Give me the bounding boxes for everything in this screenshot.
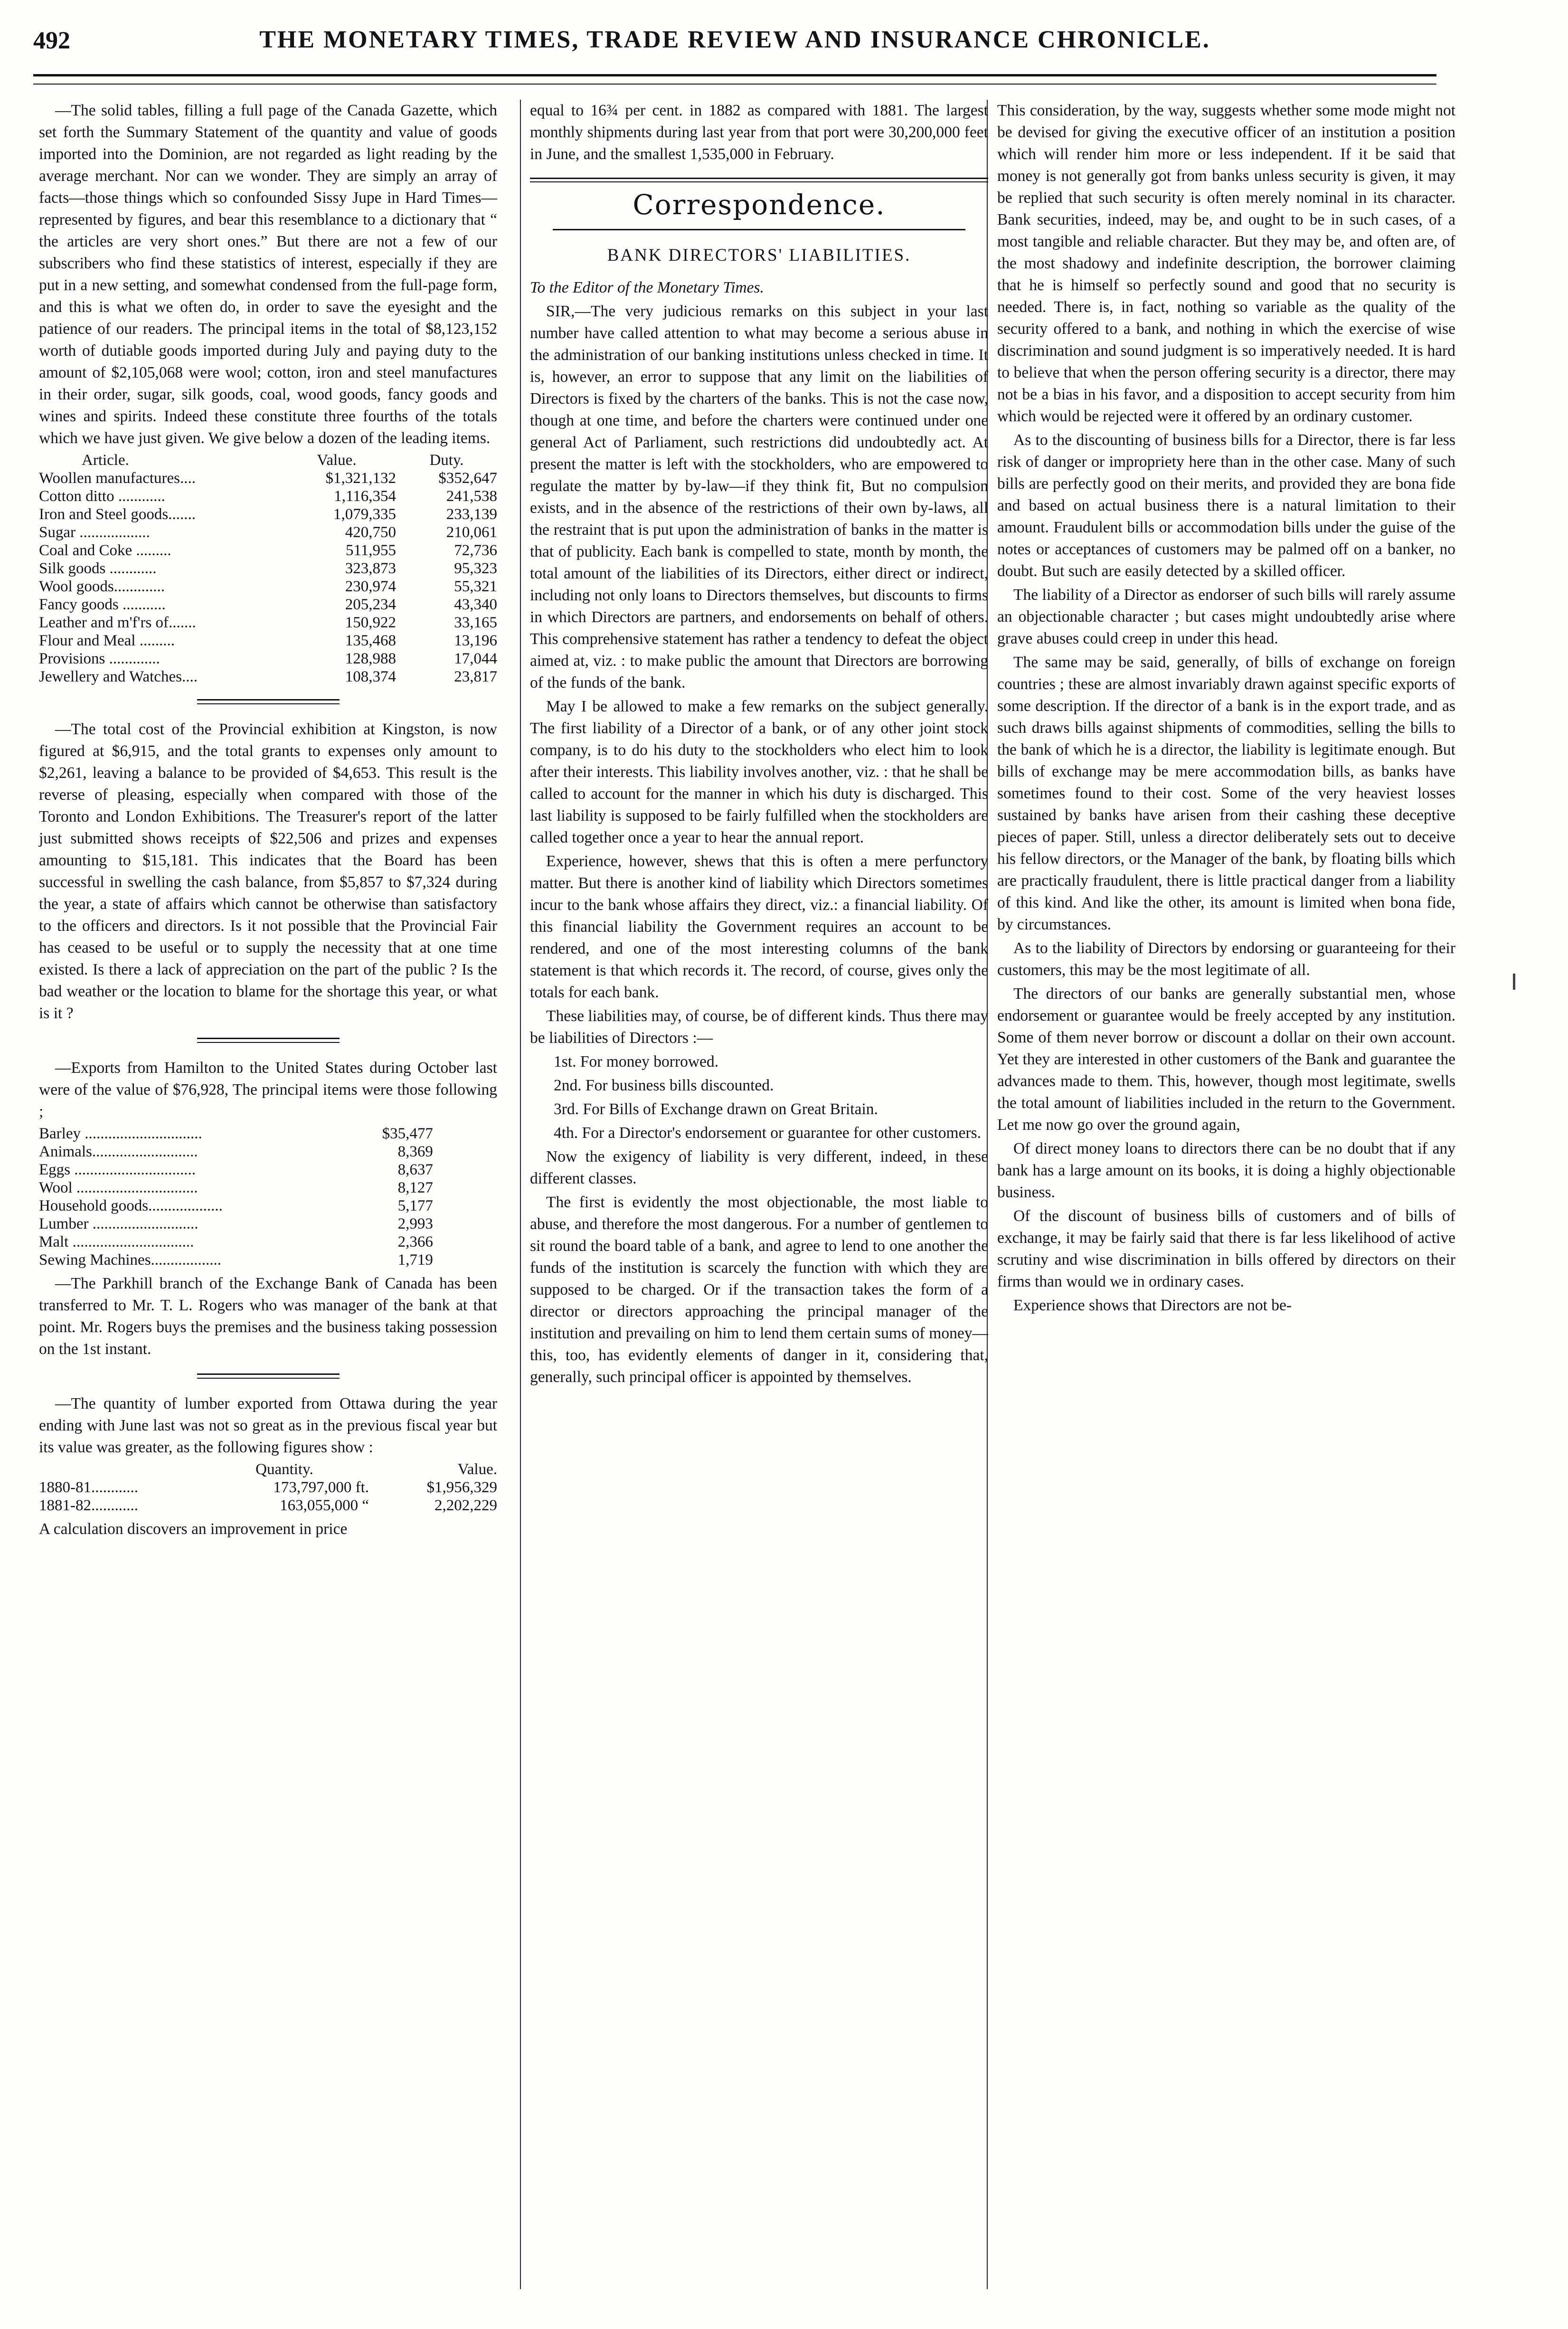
paragraph: —The solid tables, filling a full page of the Canada Gazette, which set forth the Summary Statement of the quantity and value of goods imported into the Dominion, are not regarded as light reading by the average merchant. Nor can we wonder. They are simply an array of facts—those things which so confounded Sissy Jupe in Hard Times—represented by figures, and bear this resemblance to a dictionary that “ the articles are very short ones.” But there are not a few of our subscribers who find these statistics of interest, especially if they are put in a new setting, and somewhat condensed from the full-page form, and this is what we often do, in order to save the eyesight and the patience of our readers. The principal items in the total of $8,123,152 worth of dutiable goods imported during July and paying duty to the amount of $2,105,068 were wool; cotton, iron and steel manufactures in their order, sugar, silk goods, coal, wood goods, fancy goods and wines and spirits. Indeed these constitute three fourths of the totals which we have just given. We give below a dozen of the leading items. <box>39 102 497 447</box>
paragraph: Experience, however, shews that this is often a mere perfunctory matter. But there is another kind of liability which Directors sometimes incur to the bank whose affairs they direct, viz.: a financial liability. Of this financial liability the Government requires an account to be rendered, and one of the most interesting columns of the bank statement is that which records it. The record, of course, gives only the totals for each bank. <box>530 852 988 1001</box>
table-cell: 1,079,335 <box>333 506 396 523</box>
table-row <box>39 668 497 686</box>
table-cell: Sugar .................. <box>39 524 150 541</box>
table-row <box>39 523 497 541</box>
table-header-row <box>39 451 497 469</box>
column-header: Quantity. <box>255 1461 313 1478</box>
paragraph: The directors of our banks are generally substantial men, whose endorsement or guarantee would be freely accepted by any institution. Some of them never borrow or discount a dollar on their own account. Yet they are interested in other customers of the Bank and guarantee the advances made to them. This, however, though most legitimate, swells the total amount of liabilities included in the return to the Government. Let me now go over the ground again, <box>997 985 1455 1134</box>
table-cell: 128,988 <box>345 650 396 667</box>
table-cell: 1,116,354 <box>334 488 396 505</box>
table-cell: 233,139 <box>446 506 497 523</box>
paragraph: The same may be said, generally, of bills of exchange on foreign countries ; these are almost invariably drawn against specific exports of some description. If the director of a bank is in the export trade, and as such draws bills against shipments of commodities, selling the bills to the bank of which he is a director, the liability is legitimate enough. But bills of exchange may be mere accommodation bills, as banks have sometimes found to their cost. Some of the very heaviest losses sustained by banks have arisen from their cashing these deceptive pieces of paper. Still, unless a director deliberately sets out to deceive his fellow directors, or the Manager of the bank, by floating bills which are practically fraudulent, there is little practical danger from a liability of this kind. And like the other, its amount is limited when bona fide, by circumstances. <box>997 653 1455 933</box>
table-row <box>39 1161 433 1179</box>
table-row <box>39 1179 433 1197</box>
table-cell: $1,321,132 <box>325 470 396 487</box>
column-header <box>39 1460 200 1478</box>
table-cell: 2,366 <box>397 1233 433 1250</box>
table-cell: 108,374 <box>345 668 396 685</box>
paragraph: Experience shows that Directors are not be- <box>1013 1297 1292 1314</box>
table-cell: 1880-81............ <box>39 1479 138 1496</box>
section-separator <box>530 178 988 182</box>
table-cell: 230,974 <box>345 578 396 595</box>
margin-mark <box>1513 974 1515 990</box>
table-row <box>39 1143 433 1161</box>
table-cell: 5,177 <box>397 1197 433 1214</box>
table-row <box>39 578 497 596</box>
page-header <box>33 22 1436 65</box>
table-cell: 241,538 <box>446 488 497 505</box>
table-cell: Animals........................... <box>39 1143 198 1160</box>
table-cell: Sewing Machines.................. <box>39 1251 222 1269</box>
list-item: 2nd. For business bills discounted. <box>554 1077 774 1094</box>
column-divider <box>520 100 521 2289</box>
table-cell: Provisions ............. <box>39 650 160 667</box>
paragraph: —The Parkhill branch of the Exchange Bank of Canada has been transferred to Mr. T. L. Rogers who was manager of the bank at that point. Mr. Rogers buys the premises and the business taking possession on the 1st instant. <box>39 1275 497 1358</box>
table-cell: Jewellery and Watches.... <box>39 668 198 685</box>
section-separator <box>197 1373 340 1379</box>
table-cell: Woollen manufactures.... <box>39 470 196 487</box>
table-row <box>39 1233 433 1251</box>
table-row <box>39 1215 433 1233</box>
table-cell: Lumber ........................... <box>39 1215 198 1232</box>
paragraph: The first is evidently the most objectionable, the most liable to abuse, and therefore the most dangerous. For a number of gentlemen to sit round the board table of a bank, and agree to lend to one another the funds of the institution is scarcely the function with which they are supposed to be charged. Or if the transaction takes the form of a director or directors approaching the principal manager of the institution and prevailing on him to lend them certain sums of money—this, too, has evidently elements of danger in it, considering that, generally, such principal officer is appointed by themselves. <box>530 1193 988 1386</box>
table-cell: Iron and Steel goods....... <box>39 506 196 523</box>
table-cell: 23,817 <box>454 668 497 685</box>
table-row <box>39 469 497 487</box>
table-cell: $352,647 <box>438 470 497 487</box>
table-row <box>39 505 497 523</box>
paragraph: —The total cost of the Provincial exhibition at Kingston, is now figured at $6,915, and the total grants to expenses only amount to $2,261, leaving a balance to be provided of $4,653. This result is the reverse of pleasing, especially when compared with those of the Toronto and London Exhibitions. The Treasurer's report of the latter just submitted shows receipts of $22,506 and prizes and expenses amounting to $15,181. This indicates that the Board has been successful in swelling the cash balance, from $5,857 to $7,324 during the year, a state of affairs which cannot be otherwise than satisfactory to the officers and directors. Is it not possible that the Provincial Fair has ceased to be useful or to supply the necessity that at one time existed. Is there a lack of appreciation on the part of the public ? Is the bad weather or the location to blame for the shortage this year, or what is it ? <box>39 720 497 1022</box>
table-cell: Cotton ditto ............ <box>39 488 165 505</box>
table-cell: Coal and Coke ......... <box>39 542 171 559</box>
column-right <box>997 100 1455 1318</box>
paragraph: May I be allowed to make a few remarks on the subject generally. The first liability of a Director of a bank, or of any other joint stock company, is to do his duty to the stockholders who elect him to look after their interests. This liability involves another, viz. : that he shall be called to account for the manner in which his duty is discharged. This last liability is supposed to be fairly fulfilled when the stockholders are called together once a year to hear the annual report. <box>530 698 988 846</box>
table-cell: 2,202,229 <box>435 1497 497 1514</box>
list-item: 3rd. For Bills of Exchange drawn on Great Britain. <box>554 1100 878 1118</box>
table-cell: 210,061 <box>446 524 497 541</box>
table-cell: 33,165 <box>454 614 497 631</box>
paragraph: The liability of a Director as endorser of such bills will rarely assume an objectionable character ; but cases might undoubtedly arise where grave abuses could creep in under this head. <box>997 586 1455 647</box>
table-cell: 95,323 <box>454 560 497 577</box>
table-cell: 1881-82............ <box>39 1497 138 1514</box>
table-row <box>39 614 497 632</box>
table-cell: 2,993 <box>397 1215 433 1232</box>
paragraph: SIR,—The very judicious remarks on this subject in your last number have called attention to what may become a serious abuse in the administration of our banking institutions unless checked in time. It is, however, an error to suppose that any limit on the liabilities of Directors is fixed by the charters of the banks. This is not the case now, though at one time, and before the charters were continued under one general Act of Parliament, such restrictions did undoubtedly act. At present the matter is left with the stockholders, who are empowered to regulate the matter by by-law—if they think fit, But no compulsion exists, and in the absence of the restrictions of their own by-laws, all the restraint that is put upon the administration of banks in the matter is that of publicity. Each bank is compelled to state, month by month, the total amount of the liabilities of its Directors, either direct or indirect, including not only loans to Directors themselves, but discounts to firms in which Directors are partners, and endorsements on behalf of others. This comprehensive statement has rather a tendency to defeat the object aimed at, viz. : to make public the amount that Directors are borrowing of the funds of the bank. <box>530 303 988 691</box>
table-cell: $35,477 <box>382 1125 433 1142</box>
paragraph: —The quantity of lumber exported from Ottawa during the year ending with June last was not so great as in the previous fiscal year but its value was greater, as the following figures show : <box>39 1395 497 1456</box>
table-row <box>39 1197 433 1215</box>
table-row <box>39 632 497 650</box>
header-rule-thin <box>33 84 1436 85</box>
column-header: Duty. <box>429 452 464 469</box>
table-row <box>39 559 497 578</box>
paragraph: Of direct money loans to directors there can be no doubt that if any bank has a large amount on its books, it is doing a highly objectionable business. <box>997 1140 1455 1201</box>
table-cell: Eggs ............................... <box>39 1161 196 1178</box>
table-row <box>39 487 497 505</box>
table-cell: 135,468 <box>345 632 396 649</box>
table-cell: 205,234 <box>345 596 396 613</box>
table-cell: Wool ............................... <box>39 1179 198 1196</box>
table-cell: 323,873 <box>345 560 396 577</box>
list-item: 1st. For money borrowed. <box>554 1053 719 1070</box>
table-cell: 420,750 <box>345 524 396 541</box>
table-cell: $1,956,329 <box>426 1479 497 1496</box>
table-row <box>39 1251 433 1269</box>
table-cell: Silk goods ............ <box>39 560 157 577</box>
header-rule <box>33 74 1436 76</box>
table-cell: 150,922 <box>345 614 396 631</box>
table-cell: Wool goods............. <box>39 578 165 595</box>
lumber-table <box>39 1460 497 1515</box>
list-item: 4th. For a Director's endorsement or guarantee for other customers. <box>554 1124 982 1142</box>
article-title: BANK DIRECTORS' LIABILITIES. <box>607 246 911 265</box>
paragraph: A calculation discovers an improvement in price <box>39 1520 348 1538</box>
salutation: To the Editor of the Monetary Times. <box>530 279 764 296</box>
table-cell: 163,055,000 “ <box>280 1497 369 1514</box>
column-header: Value. <box>457 1461 497 1478</box>
paragraph: As to the discounting of business bills for a Director, there is far less risk of danger or impropriety here than in the other case. Many of such bills are perfectly good on their merits, and provided they are bona fide and based on actual business there is a natural limitation to their amount. Fraudulent bills or accommodation bills under the guise of the notes or acceptances of customers may be palmed off on a banker, no doubt. But such are easily detected by a skilled officer. <box>997 431 1455 580</box>
paragraph: These liabilities may, of course, be of different kinds. Thus there may be liabilities of Directors :— <box>530 1007 988 1047</box>
paragraph: As to the liability of Directors by endorsing or guaranteeing for their customers, this may be the most legitimate of all. <box>997 939 1455 979</box>
table-row <box>39 596 497 614</box>
column-header: Article. <box>82 452 129 469</box>
table-cell: Leather and m'f'rs of....... <box>39 614 196 631</box>
table-cell: 17,044 <box>454 650 497 667</box>
table-row <box>39 1478 497 1496</box>
table-cell: 1,719 <box>397 1251 433 1269</box>
column-middle <box>530 100 988 1390</box>
imports-table <box>39 451 497 686</box>
section-separator <box>197 699 340 704</box>
table-cell: 43,340 <box>454 596 497 613</box>
table-cell: Household goods................... <box>39 1197 223 1214</box>
table-cell: 173,797,000 ft. <box>273 1479 369 1496</box>
table-cell: 8,127 <box>397 1179 433 1196</box>
table-cell: 72,736 <box>454 542 497 559</box>
paragraph: This consideration, by the way, suggests whether some mode might not be devised for giving the executive officer of an institution a position which will render him more or less independent. If it be said that money is not generally got from banks unless security is given, it may be replied that such security is often merely nominal in its character. Bank securities, indeed, may be, and ought to be in such cases, of a most tangible and reliable character. But they may be, and often are, of the most shadowy and indefinite description, the borrower claiming that he is himself so perfectly sound and good that no security is needed. There is, in fact, nothing so variable as the quality of the security offered to a bank, and nothing in which the exercise of wise discrimination and sound judgment is so imperatively needed. It is hard to believe that when the person offering security is a director, there may not be a bias in his favor, and a disposition to accept security from him which would be rejected were it offered by an ordinary customer. <box>997 102 1455 425</box>
page-number: 492 <box>33 27 70 54</box>
paragraph: Now the exigency of liability is very different, indeed, in these different classes. <box>530 1148 988 1187</box>
paragraph: —Exports from Hamilton to the United States during October last were of the value of $76,928, The principal items were those following ; <box>39 1059 497 1120</box>
column-header: Value. <box>317 452 357 469</box>
table-cell: 55,321 <box>454 578 497 595</box>
table-cell: 13,196 <box>454 632 497 649</box>
table-row <box>39 1125 433 1143</box>
running-title: THE MONETARY TIMES, TRADE REVIEW AND INSURANCE CHRONICLE. <box>259 26 1210 53</box>
column-left <box>39 100 497 1542</box>
section-separator <box>197 1038 340 1043</box>
table-cell: Barley .............................. <box>39 1125 202 1142</box>
table-cell: 8,637 <box>397 1161 433 1178</box>
table-row <box>39 1496 497 1515</box>
table-row <box>39 650 497 668</box>
exports-table <box>39 1125 433 1269</box>
paragraph: equal to 16¾ per cent. in 1882 as compared with 1881. The largest monthly shipments during last year from that port were 30,200,000 feet in June, and the smallest 1,535,000 in February. <box>530 102 988 163</box>
table-cell: Flour and Meal ......... <box>39 632 175 649</box>
section-title: Correspondence. <box>633 189 886 221</box>
table-cell: 511,955 <box>345 542 396 559</box>
table-cell: 8,369 <box>397 1143 433 1160</box>
title-rule <box>553 229 965 230</box>
table-header-row <box>39 1460 497 1478</box>
table-row <box>39 541 497 559</box>
table-cell: Fancy goods ........... <box>39 596 166 613</box>
table-cell: Malt ............................... <box>39 1233 194 1250</box>
paragraph: Of the discount of business bills of customers and of bills of exchange, it may be fairly said that there is far less likelihood of active scrutiny and wise discrimination in bills offered by directors on their firms than would we in ordinary cases. <box>997 1207 1455 1290</box>
